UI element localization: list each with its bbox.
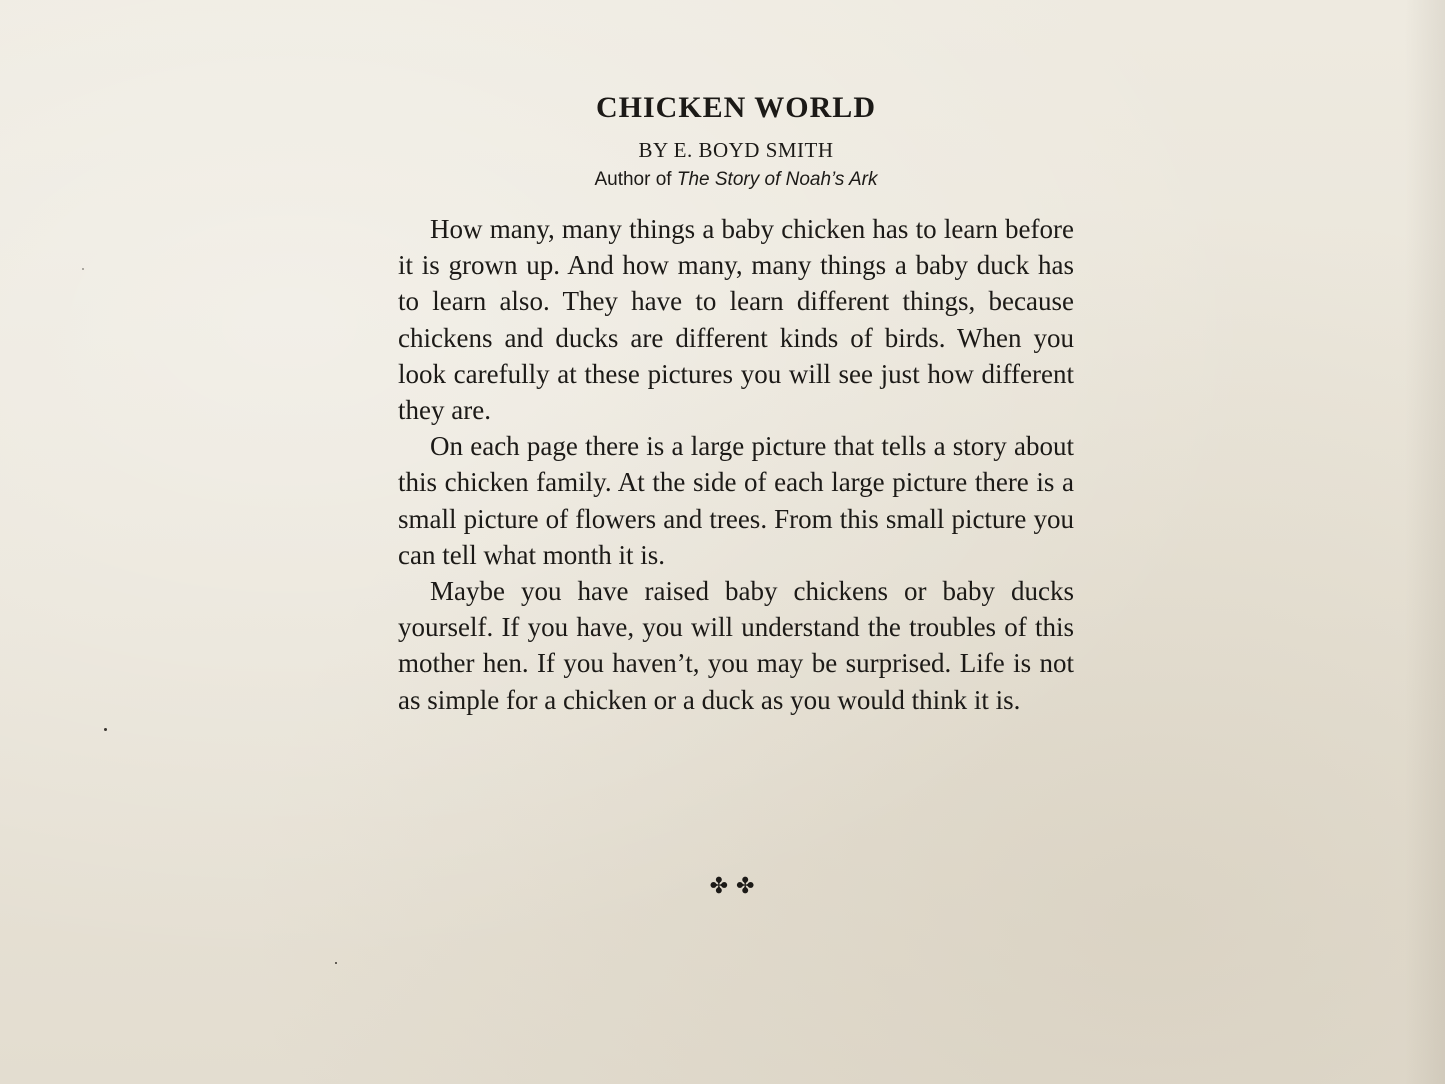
paper-speck (335, 962, 337, 964)
byline: BY E. BOYD SMITH (638, 138, 834, 162)
page-header (398, 88, 1074, 194)
paragraph-2: On each page there is a large picture that tells a story about this chicken family. At the side of each large picture there is a small picture of flowers and trees. From this small picture you can tell what month it is. (398, 431, 1074, 570)
page-title: CHICKEN WORLD (596, 91, 876, 124)
paper-speck (104, 728, 107, 731)
book-title: The Story of Noah’s Ark (676, 169, 878, 190)
author-credit-prefix: Author of (594, 169, 672, 190)
paper-speck (82, 268, 84, 270)
paragraph-3: Maybe you have raised baby chickens or baby ducks yourself. If you have, you will understand the troubles of this mother hen. If you haven’t, you may be surprised. Life is not as simple for a chicken or a duck as you would think it is. (398, 576, 1074, 715)
body-text (398, 211, 1074, 718)
paragraph-1: How many, many things a baby chicken has to learn before it is grown up. And how many, many things a baby duck has to learn also. They have to learn different things, because chickens and ducks are different kinds of birds. When you look carefully at these pictures you will see just how different they are. (398, 214, 1074, 426)
page-edge-shadow (1405, 0, 1445, 1084)
ornament-divider: ✤✤ (709, 873, 763, 898)
author-credit (398, 166, 1074, 194)
